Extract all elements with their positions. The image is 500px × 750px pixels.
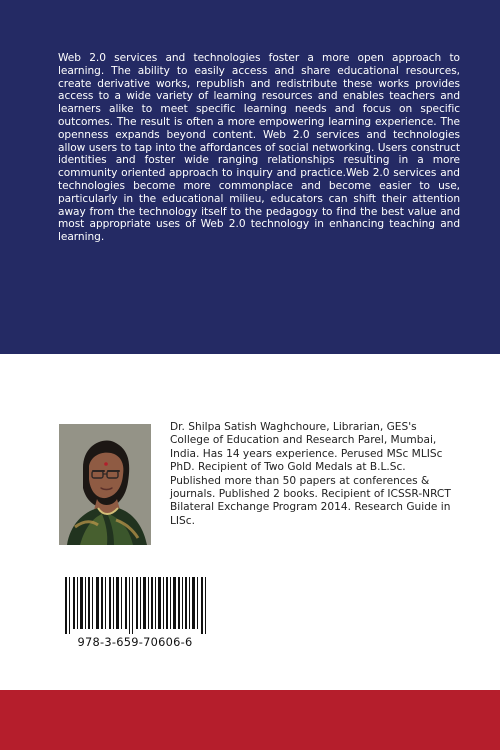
book-description: Web 2.0 services and technologies foster a more open approach to learning. The ability to easily access and share educational resources, create derivative works, republish and redistribute these works provides access to a wide variety of learning resources and enables teachers and learners alike to meet specific learning needs and focus on specific outcomes. The result is often a more empowering learning experience. The openness expands beyond content. Web 2.0 services and technologies allow users to tap into the affordances of social networking. Users construct identities and foster wide ranging relationships resulting in a more community oriented approach to inquiry and practice.Web 2.0 services and technologies become more commonplace and become easier to use, particularly in the educational milieu, educators can shift their attention away from the technology itself to the pedagogy to find the best value and most appropriate uses of Web 2.0 technology in enhancing teaching and learning. xyxy=(58,52,460,244)
barcode-graphic xyxy=(60,577,210,634)
author-photo xyxy=(59,424,151,545)
isbn-barcode xyxy=(60,577,210,652)
isbn-number: 978-3-659-70606-6 xyxy=(77,635,193,649)
author-bio: Dr. Shilpa Satish Waghchoure, Librarian, GES's College of Education and Research Parel, Mumbai, India. Has 14 years experience. Perused MSc MLISc PhD. Recipient of Two Gold Medals at B.L.Sc. Published more than 50 papers at conferences & journals. Published 2 books. Recipient of ICSSR-NRCT Bilateral Exchange Program 2014. Research Guide in LISc. xyxy=(170,421,451,527)
bottom-color-band xyxy=(0,690,500,750)
description-panel xyxy=(0,0,500,354)
